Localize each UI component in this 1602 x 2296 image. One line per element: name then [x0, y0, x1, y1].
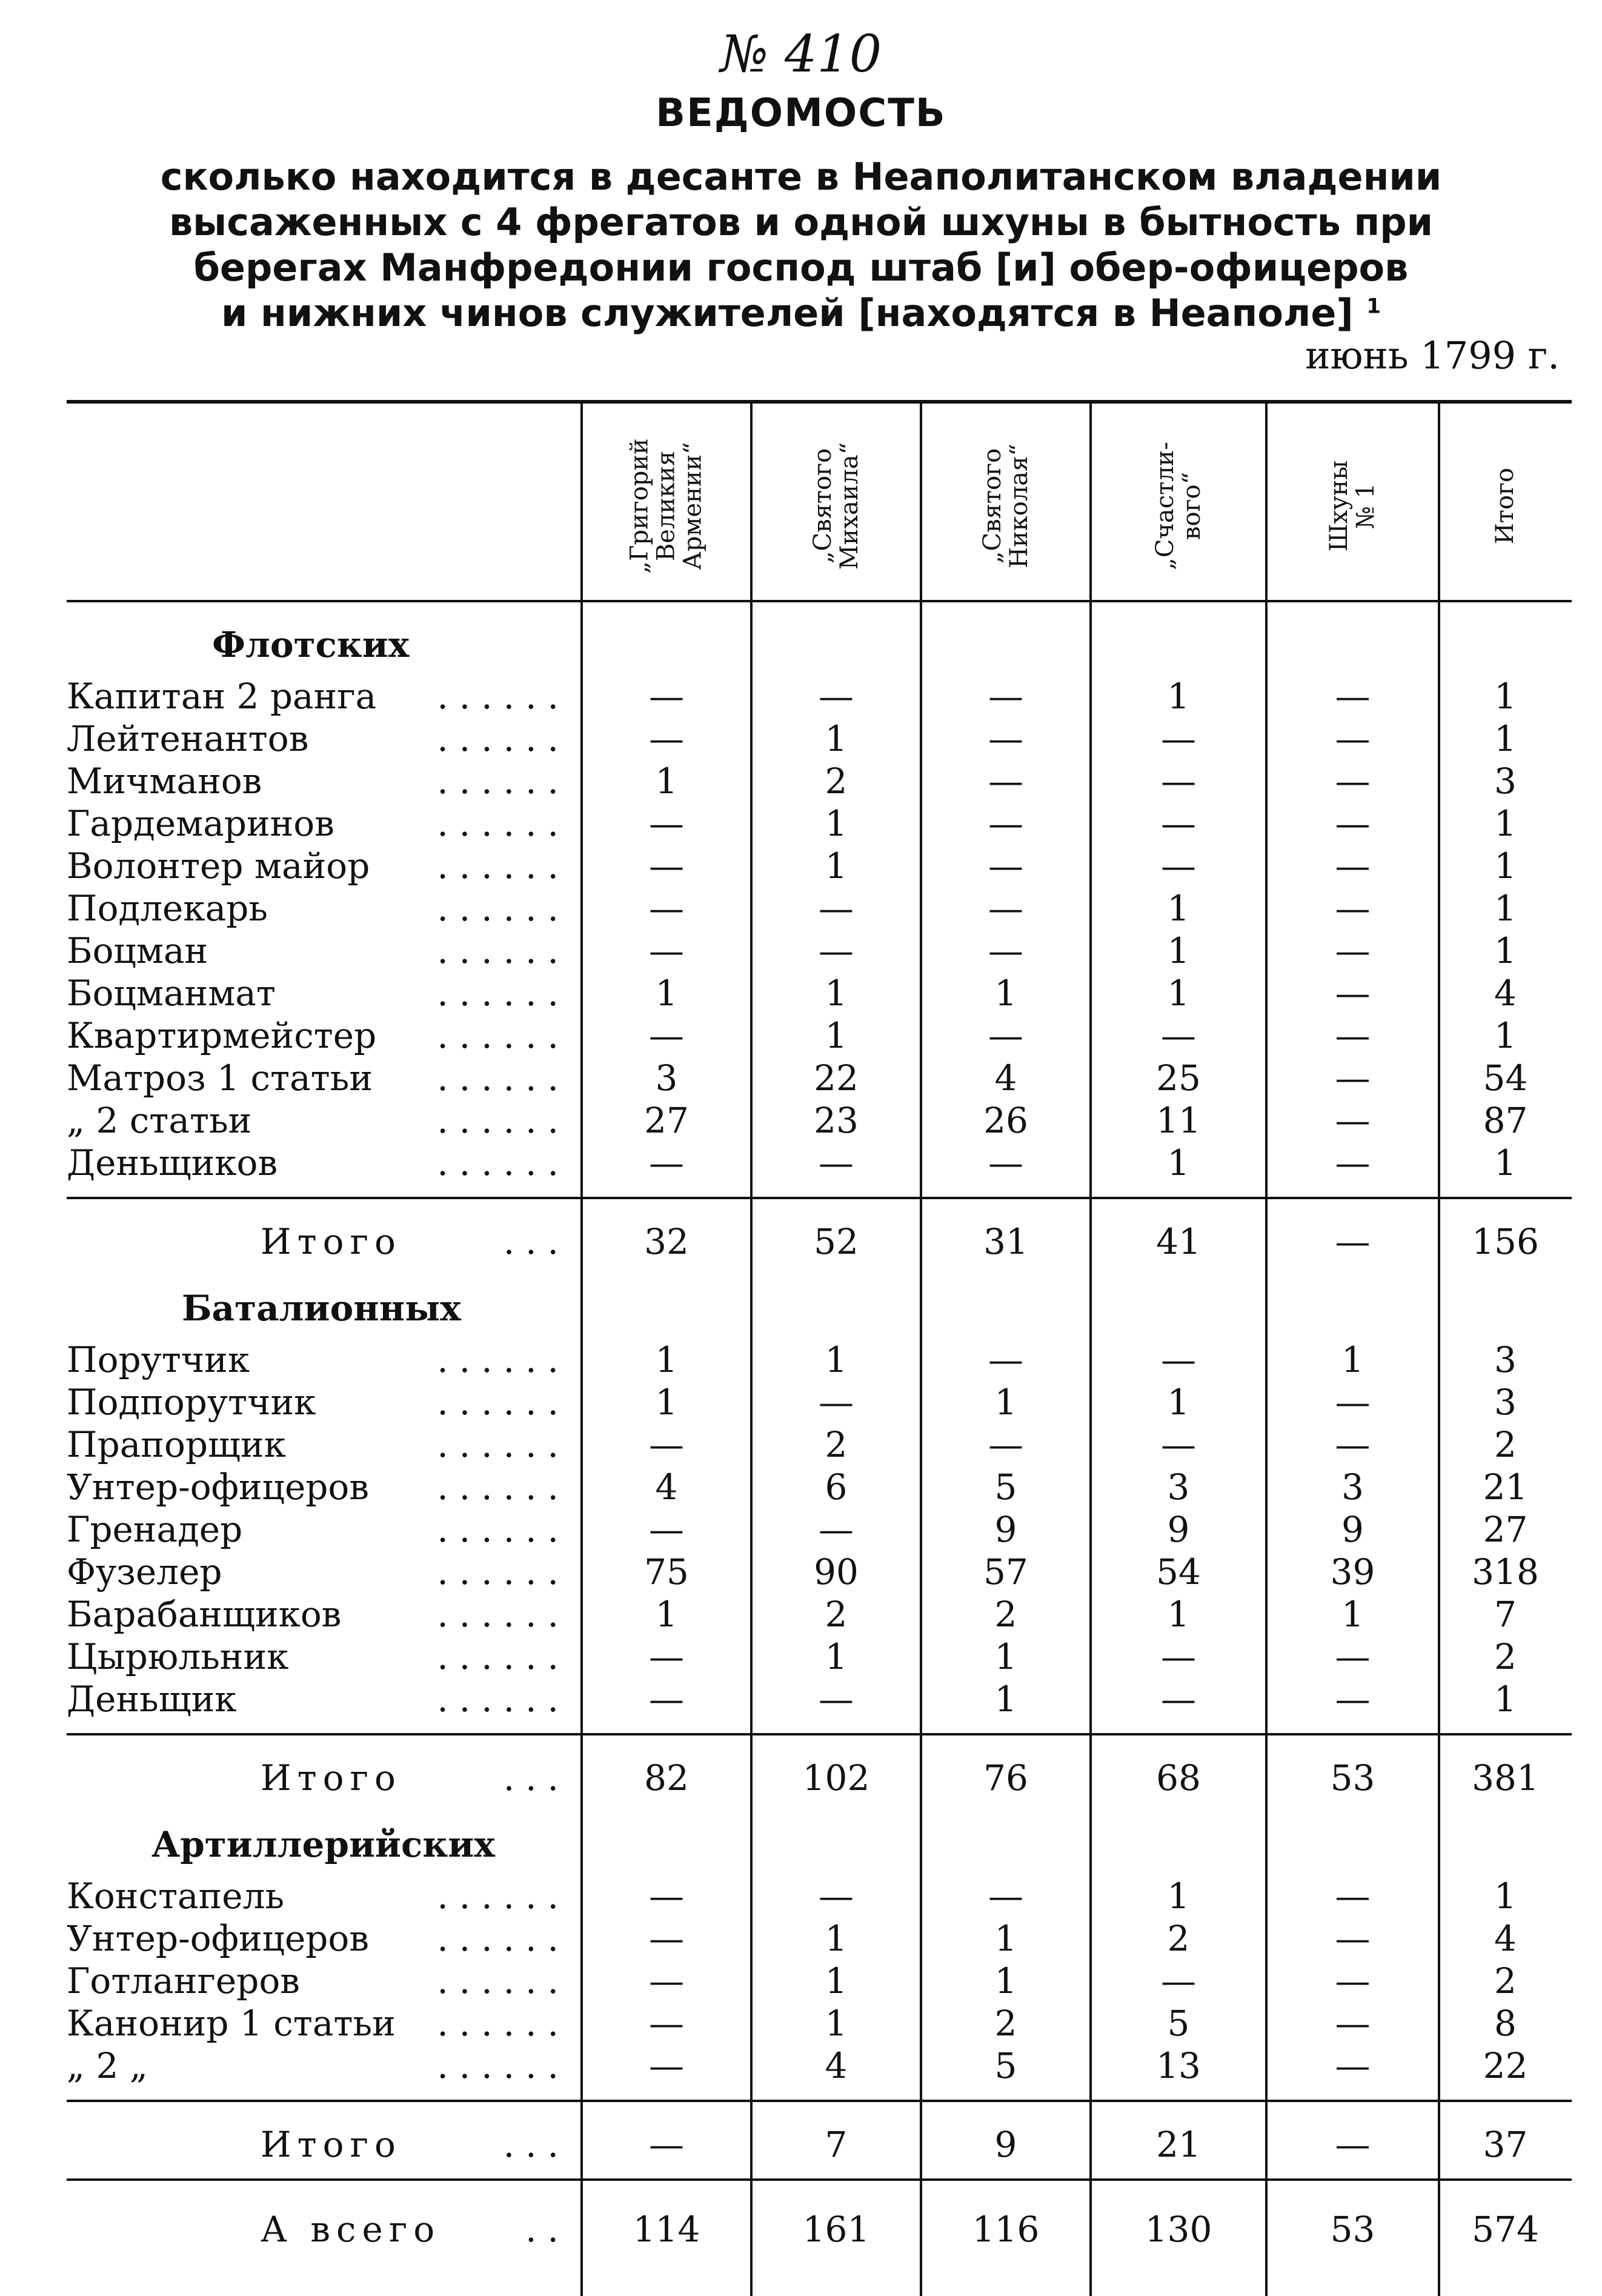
section-heading: Артиллерийских [151, 1824, 495, 1865]
table-cell: 26 [983, 1100, 1028, 1141]
table-cell: — [1335, 676, 1371, 717]
subtitle-line: берегах Манфредонии господ штаб [и] обер-офицеров [193, 245, 1409, 290]
leader-dots: ...... [437, 1636, 570, 1677]
table-cell: — [1335, 1918, 1371, 1959]
row-label: Матроз 1 статьи [67, 1057, 373, 1099]
leader-dots: .. [525, 2209, 570, 2250]
table-cell: — [988, 1875, 1023, 1917]
grand-total-cell: 114 [633, 2209, 700, 2250]
table-cell: — [649, 1918, 684, 1959]
column-header [1266, 418, 1439, 594]
leader-dots: ...... [437, 1918, 570, 1959]
header-bottom-rule [67, 600, 1572, 602]
table-cell: — [649, 1015, 684, 1056]
table-cell: — [819, 1679, 854, 1720]
leader-dots: ...... [437, 2003, 570, 2044]
table-cell: — [649, 718, 684, 759]
table-cell: 2 [994, 1594, 1017, 1635]
table-cell: — [1335, 803, 1371, 844]
row-label: Боцманмат [67, 973, 276, 1014]
table-cell: — [649, 1509, 684, 1550]
leader-dots: ...... [437, 1594, 570, 1635]
table-cell: — [649, 1875, 684, 1917]
table-cell: 1 [1494, 803, 1517, 844]
table-cell: — [988, 760, 1023, 802]
table-cell: — [988, 803, 1023, 844]
grand-total-cell: 161 [802, 2209, 870, 2250]
table-cell: — [649, 1636, 684, 1677]
table-cell: 1 [825, 718, 848, 759]
table-cell: — [1161, 1679, 1196, 1720]
table-cell: 1 [655, 973, 678, 1014]
table-cell: — [649, 676, 684, 717]
table-cell: 2 [1494, 1636, 1517, 1677]
table-cell: — [1335, 973, 1371, 1014]
subtitle-line: и нижних чинов служителей [находятся в Неаполе] $^1$ [221, 291, 1381, 335]
column-header [921, 418, 1091, 594]
table-cell: 1 [1494, 930, 1517, 971]
table-cell: 1 [655, 1594, 678, 1635]
table-cell: 2 [1494, 1424, 1517, 1465]
table-cell: — [988, 888, 1023, 929]
table-cell: 5 [994, 1466, 1017, 1508]
table-cell: 57 [983, 1551, 1028, 1592]
total-cell: — [1335, 2124, 1371, 2165]
table-cell: 6 [825, 1466, 848, 1508]
table-cell: 1 [1167, 930, 1190, 971]
grand-total-cell: 116 [972, 2209, 1040, 2250]
table-cell: 1 [1167, 973, 1190, 1014]
table-cell: — [1335, 845, 1371, 887]
grand-total-label: А всего [261, 2209, 441, 2250]
table-cell: — [988, 1424, 1023, 1465]
table-cell: 54 [1483, 1057, 1528, 1099]
table-cell: — [1335, 1960, 1371, 2002]
table-cell: 2 [994, 2003, 1017, 2044]
table-cell: — [1335, 1875, 1371, 1917]
table-cell: — [649, 888, 684, 929]
total-cell: 76 [983, 1757, 1028, 1799]
table-cell: 3 [1494, 1382, 1517, 1423]
table-cell: 1 [825, 973, 848, 1014]
total-cell: 52 [814, 1221, 859, 1262]
table-cell: 7 [1494, 1594, 1517, 1635]
table-cell: 1 [825, 2003, 848, 2044]
table-cell: — [819, 1509, 854, 1550]
grand-total-rule [67, 2178, 1572, 2181]
table-cell: 90 [814, 1551, 859, 1592]
table-cell: 1 [1167, 888, 1190, 929]
table-cell: — [649, 1424, 684, 1465]
table-cell: — [1161, 1424, 1196, 1465]
table-cell: 1 [994, 973, 1017, 1014]
table-cell: 22 [814, 1057, 859, 1099]
table-cell: 1 [1494, 888, 1517, 929]
row-label: Квартирмейстер [67, 1015, 377, 1056]
leader-dots: ...... [437, 2045, 570, 2086]
table-cell: — [649, 930, 684, 971]
table-cell: 2 [1167, 1918, 1190, 1959]
column-header-text: „Григорий Великия Армении“ [626, 438, 707, 574]
table-cell: 1 [1341, 1594, 1364, 1635]
table-cell: 1 [825, 1918, 848, 1959]
table-cell: 1 [1167, 676, 1190, 717]
row-label: Подлекарь [67, 888, 268, 929]
table-cell: — [819, 676, 854, 717]
subtitle-line: высаженных с 4 фрегатов и одной шхуны в бытность при [168, 200, 1434, 244]
table-cell: 2 [825, 1424, 848, 1465]
row-label: Унтер-офицеров [67, 1466, 370, 1508]
footnote-mark: 1 [1366, 294, 1381, 319]
table-cell: — [819, 1875, 854, 1917]
total-cell: 41 [1156, 1221, 1201, 1262]
section-heading: Флотских [212, 624, 410, 665]
table-cell: — [1335, 1100, 1371, 1141]
leader-dots: ...... [437, 1015, 570, 1056]
table-cell: 1 [825, 803, 848, 844]
column-header-text: Шхуны № 1 [1325, 460, 1380, 552]
leader-dots: ...... [437, 1100, 570, 1141]
table-cell: — [649, 1960, 684, 2002]
row-label: Прапорщик [67, 1424, 286, 1465]
table-cell: 75 [644, 1551, 689, 1592]
table-cell: 1 [1494, 1142, 1517, 1183]
row-label: Гардемаринов [67, 803, 334, 844]
column-header-text: „Святого Михаила“ [808, 442, 863, 570]
total-label: Итого [261, 1757, 402, 1799]
column-header [1439, 418, 1572, 594]
table-cell: 13 [1156, 2045, 1201, 2086]
total-cell: — [649, 2124, 684, 2165]
table-cell: 3 [1494, 760, 1517, 802]
column-header [582, 418, 751, 594]
table-cell: 2 [825, 760, 848, 802]
total-label: Итого [261, 2124, 402, 2165]
table-cell: 1 [1167, 1594, 1190, 1635]
row-label: Волонтер майор [67, 845, 370, 887]
row-label: Цырюльник [67, 1636, 289, 1677]
table-cell: 9 [994, 1509, 1017, 1550]
leader-dots: ...... [437, 1679, 570, 1720]
table-cell: — [649, 1142, 684, 1183]
column-header [1091, 418, 1266, 594]
section-rule [67, 1733, 1572, 1735]
table-cell: 27 [1483, 1509, 1528, 1550]
row-label: Боцман [67, 930, 208, 971]
leader-dots: ...... [437, 845, 570, 887]
table-cell: 4 [994, 1057, 1017, 1099]
leader-dots: ...... [437, 1142, 570, 1183]
table-cell: — [649, 803, 684, 844]
table-cell: 1 [655, 1382, 678, 1423]
total-cell: 37 [1483, 2124, 1528, 2165]
column-header-text: „Счастли- вого“ [1151, 442, 1206, 570]
table-cell: 4 [825, 2045, 848, 2086]
table-cell: — [1335, 1057, 1371, 1099]
table-cell: 4 [655, 1466, 678, 1508]
table-cell: 5 [1167, 2003, 1190, 2044]
table-cell: — [988, 676, 1023, 717]
leader-dots: ...... [437, 803, 570, 844]
leader-dots: ...... [437, 1424, 570, 1465]
table-cell: — [649, 1679, 684, 1720]
table-cell: 4 [1494, 973, 1517, 1014]
table-cell: 21 [1483, 1466, 1528, 1508]
total-label: Итого [261, 1221, 402, 1262]
row-label: Мичманов [67, 760, 262, 802]
document-number: № 410 [720, 24, 882, 84]
table-cell: 1 [1167, 1875, 1190, 1917]
row-label: „ 2 „ [67, 2045, 148, 2086]
table-cell: — [1161, 1960, 1196, 2002]
table-cell: 11 [1156, 1100, 1201, 1141]
table-cell: — [1335, 1382, 1371, 1423]
section-rule [67, 1197, 1572, 1199]
table-cell: 87 [1483, 1100, 1528, 1141]
table-cell: 1 [1494, 676, 1517, 717]
row-label: Готлангеров [67, 1960, 300, 2002]
table-cell: — [1161, 760, 1196, 802]
table-cell: — [819, 1142, 854, 1183]
document-title: ВЕДОМОСТЬ [656, 91, 946, 136]
row-label: Подпорутчик [67, 1382, 316, 1423]
table-cell: 1 [994, 1960, 1017, 2002]
table-cell: 1 [655, 1339, 678, 1380]
table-cell: 5 [994, 2045, 1017, 2086]
table-cell: — [1335, 930, 1371, 971]
row-label: Капитан 2 ранга [67, 676, 377, 717]
table-cell: 1 [825, 1636, 848, 1677]
leader-dots: ...... [437, 973, 570, 1014]
column-header-text: Итого [1491, 467, 1520, 545]
column-header [751, 418, 921, 594]
total-cell: 32 [644, 1221, 689, 1262]
row-label: Барабанщиков [67, 1594, 342, 1635]
table-cell: 9 [1341, 1509, 1364, 1550]
total-cell: — [1335, 1221, 1371, 1262]
table-cell: 4 [1494, 1918, 1517, 1959]
table-cell: 1 [994, 1679, 1017, 1720]
table-cell: — [1335, 1015, 1371, 1056]
table-cell: 1 [994, 1636, 1017, 1677]
leader-dots: ...... [437, 1466, 570, 1508]
total-cell: 53 [1330, 1757, 1375, 1799]
grand-total-cell: 130 [1145, 2209, 1212, 2250]
table-cell: — [1161, 1636, 1196, 1677]
table-cell: — [988, 1142, 1023, 1183]
table-cell: 1 [1167, 1382, 1190, 1423]
leader-dots: ...... [437, 1960, 570, 2002]
table-cell: 1 [1494, 1015, 1517, 1056]
table-cell: — [819, 1382, 854, 1423]
section-heading: Баталионных [182, 1288, 461, 1329]
table-cell: — [988, 845, 1023, 887]
leader-dots: ...... [437, 1382, 570, 1423]
total-cell: 21 [1156, 2124, 1201, 2165]
table-cell: — [1161, 718, 1196, 759]
table-top-rule [67, 400, 1572, 404]
table-cell: — [1335, 1679, 1371, 1720]
section-rule [67, 2100, 1572, 2102]
table-cell: 1 [1494, 845, 1517, 887]
leader-dots: ...... [437, 888, 570, 929]
table-cell: 2 [1494, 1960, 1517, 2002]
table-cell: 1 [825, 1015, 848, 1056]
leader-dots: ...... [437, 1551, 570, 1592]
table-cell: 23 [814, 1100, 859, 1141]
subtitle-line: сколько находится в десанте в Неаполитанском владении [160, 155, 1442, 199]
table-cell: 3 [655, 1057, 678, 1099]
table-cell: — [1335, 2045, 1371, 2086]
grand-total-cell: 53 [1330, 2209, 1375, 2250]
table-cell: 1 [994, 1382, 1017, 1423]
row-label: Унтер-офицеров [67, 1918, 370, 1959]
table-cell: 1 [825, 1960, 848, 2002]
row-label: Деньщик [67, 1679, 237, 1720]
grand-total-cell: 574 [1472, 2209, 1539, 2250]
table-cell: — [1161, 1015, 1196, 1056]
table-cell: — [1335, 2003, 1371, 2044]
table-cell: — [649, 2045, 684, 2086]
row-label: Лейтенантов [67, 718, 309, 759]
table-cell: 3 [1167, 1466, 1190, 1508]
table-cell: — [819, 930, 854, 971]
row-label: Канонир 1 статьи [67, 2003, 396, 2044]
total-cell: 68 [1156, 1757, 1201, 1799]
table-cell: — [819, 888, 854, 929]
table-cell: 25 [1156, 1057, 1201, 1099]
table-cell: 9 [1167, 1509, 1190, 1550]
table-cell: 1 [994, 1918, 1017, 1959]
table-cell: 1 [1494, 718, 1517, 759]
table-cell: — [988, 1339, 1023, 1380]
table-cell: — [988, 718, 1023, 759]
leader-dots: ...... [437, 760, 570, 802]
table-cell: — [649, 2003, 684, 2044]
table-cell: — [988, 1015, 1023, 1056]
total-cell: 102 [802, 1757, 870, 1799]
leader-dots: ...... [437, 1509, 570, 1550]
table-cell: 1 [825, 845, 848, 887]
table-cell: 1 [1494, 1875, 1517, 1917]
total-cell: 82 [644, 1757, 689, 1799]
row-label: Фузелер [67, 1551, 222, 1592]
table-cell: — [1335, 760, 1371, 802]
table-cell: — [1335, 1424, 1371, 1465]
leader-dots: ...... [437, 1875, 570, 1917]
table-cell: 2 [825, 1594, 848, 1635]
table-cell: — [1161, 845, 1196, 887]
table-cell: 1 [1167, 1142, 1190, 1183]
total-cell: 31 [983, 1221, 1028, 1262]
row-label: Деньщиков [67, 1142, 278, 1183]
leader-dots: ... [503, 2124, 570, 2165]
table-cell: — [1335, 1636, 1371, 1677]
row-label: „ 2 статьи [67, 1100, 252, 1141]
leader-dots: ...... [437, 676, 570, 717]
leader-dots: ... [503, 1757, 570, 1799]
table-cell: — [1335, 718, 1371, 759]
table-cell: 39 [1330, 1551, 1375, 1592]
document-date: июнь 1799 г. [1305, 333, 1560, 378]
table-cell: 27 [644, 1100, 689, 1141]
table-cell: — [1335, 888, 1371, 929]
table-cell: 8 [1494, 2003, 1517, 2044]
table-cell: — [649, 845, 684, 887]
leader-dots: ...... [437, 718, 570, 759]
total-cell: 381 [1472, 1757, 1539, 1799]
table-cell: — [1161, 1339, 1196, 1380]
leader-dots: ...... [437, 1339, 570, 1380]
table-cell: 1 [655, 760, 678, 802]
table-cell: 1 [1341, 1339, 1364, 1380]
table-cell: 3 [1494, 1339, 1517, 1380]
row-label: Гренадер [67, 1509, 243, 1550]
row-label: Констапель [67, 1875, 285, 1917]
table-cell: — [1335, 1142, 1371, 1183]
table-cell: 22 [1483, 2045, 1528, 2086]
total-cell: 7 [825, 2124, 848, 2165]
leader-dots: ...... [437, 930, 570, 971]
table-cell: 54 [1156, 1551, 1201, 1592]
leader-dots: ... [503, 1221, 570, 1262]
table-cell: 1 [825, 1339, 848, 1380]
leader-dots: ...... [437, 1057, 570, 1099]
column-header-text: „Святого Николая“ [978, 444, 1033, 568]
table-cell: 1 [1494, 1679, 1517, 1720]
table-cell: — [1161, 803, 1196, 844]
total-cell: 156 [1472, 1221, 1539, 1262]
table-cell: — [988, 930, 1023, 971]
total-cell: 9 [994, 2124, 1017, 2165]
row-label: Порутчик [67, 1339, 250, 1380]
table-cell: 318 [1472, 1551, 1539, 1592]
table-cell: 3 [1341, 1466, 1364, 1508]
